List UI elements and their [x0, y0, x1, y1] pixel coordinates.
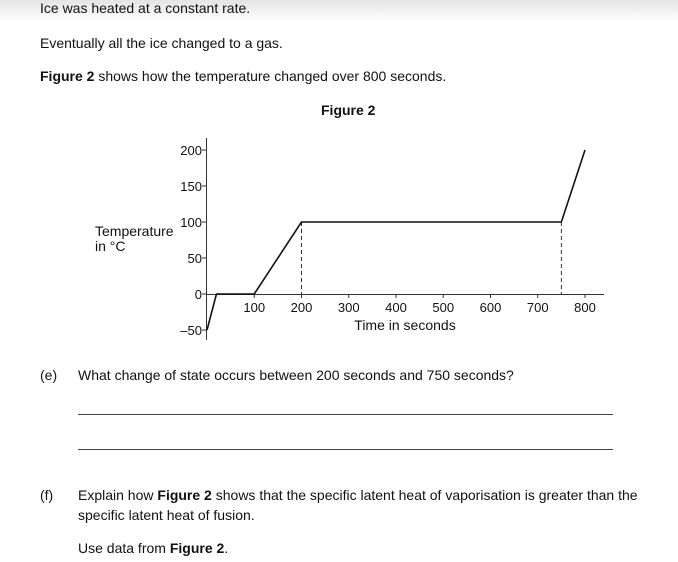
x-tick-label: 400 [385, 300, 407, 315]
x-tick-label: 700 [526, 300, 549, 315]
question-f-use-data [78, 540, 228, 556]
answer-line-1[interactable] [78, 414, 613, 415]
y-axis-label-line-2: in °C [95, 238, 126, 254]
y-tick-label: 200 [180, 143, 202, 158]
y-tick-label: –50 [180, 323, 202, 338]
question-f-label: (f) [40, 487, 54, 503]
intro-line-3 [40, 68, 446, 84]
temperature-chart [0, 132, 678, 342]
use-data-pre: Use data from [78, 540, 170, 556]
figure-ref: Figure 2 [40, 68, 95, 84]
x-tick-label: 200 [290, 300, 313, 315]
y-tick-label: 0 [194, 287, 202, 302]
y-tick-label: 100 [180, 215, 202, 230]
intro-line-1: Ice was heated at a constant rate. [40, 0, 251, 16]
answer-line-2[interactable] [78, 449, 613, 450]
y-axis-label-line-1: Temperature [95, 223, 174, 239]
x-tick-label: 100 [243, 300, 266, 315]
x-axis-label: Time in seconds [354, 317, 456, 333]
question-f-line-2: specific latent heat of fusion. [78, 507, 255, 523]
use-data-post: . [224, 540, 229, 556]
question-f-figure-ref: Figure 2 [157, 487, 212, 503]
question-e-label: (e) [40, 367, 58, 383]
y-tick-label: 50 [187, 251, 202, 266]
use-data-figure-ref: Figure 2 [169, 540, 225, 556]
figure-title: Figure 2 [321, 102, 376, 118]
x-tick-label: 500 [432, 300, 455, 315]
question-f-text-pre: Explain how [78, 487, 158, 503]
question-e-text: What change of state occurs between 200 seconds and 750 seconds? [78, 367, 514, 383]
intro-line-2: Eventually all the ice changed to a gas. [40, 35, 283, 51]
x-tick-label: 300 [337, 300, 360, 315]
y-tick-label: 150 [180, 179, 202, 194]
intro-line-3-text: shows how the temperature changed over 800 seconds. [94, 68, 447, 84]
question-f-text-post: shows that the specific latent heat of vaporisation is greater than the [211, 487, 638, 503]
question-f-text [78, 487, 638, 503]
x-tick-label: 600 [479, 300, 502, 315]
x-tick-label: 800 [574, 300, 596, 315]
